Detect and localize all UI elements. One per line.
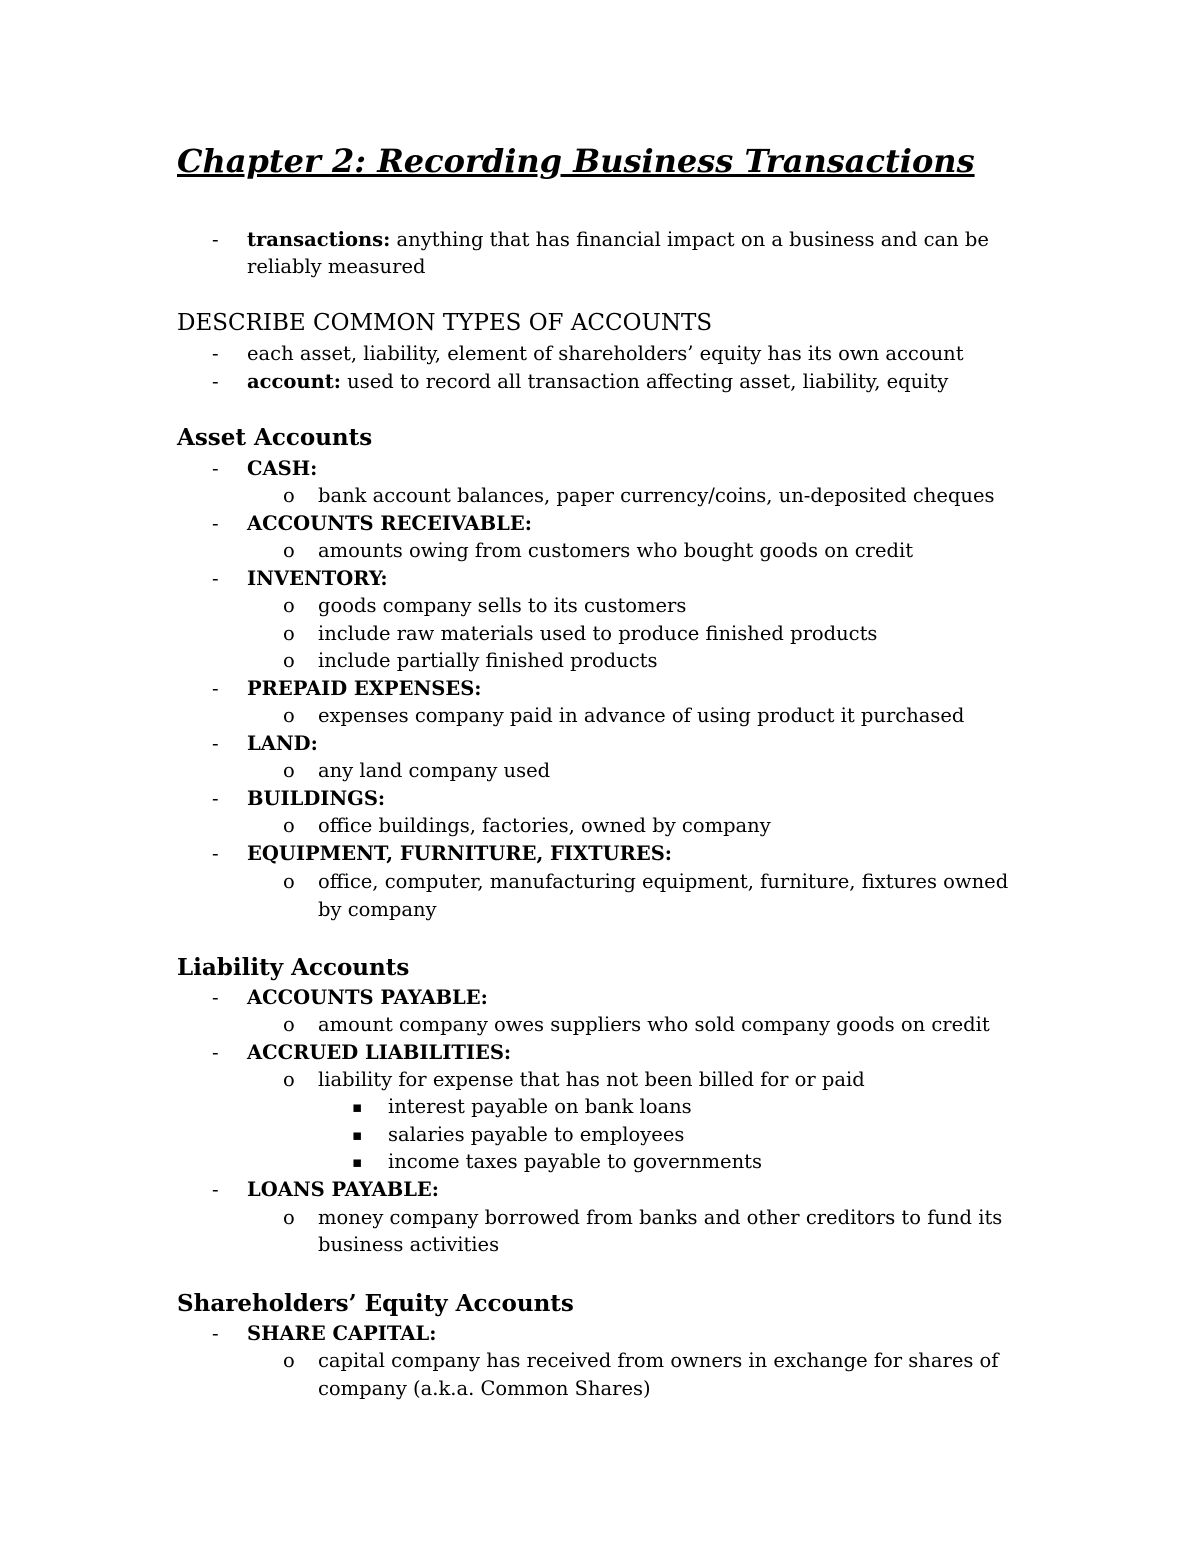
account-label-accrued-liabilities: ACCRUED LIABILITIES: <box>247 1041 512 1064</box>
dash-bullet: - <box>212 677 219 700</box>
circle-bullet: o <box>283 870 295 893</box>
list-item <box>247 226 989 254</box>
list-item: goods company sells to its customers <box>318 594 687 617</box>
list-item: money company borrowed from banks and other creditors to fund its <box>318 1206 1003 1229</box>
circle-bullet: o <box>283 1068 295 1091</box>
term-definition: used to record all transaction affecting asset, liability, equity <box>340 370 949 393</box>
list-item: liability for expense that has not been billed for or paid <box>318 1068 865 1091</box>
dash-bullet: - <box>212 732 219 755</box>
list-item: amounts owing from customers who bought goods on credit <box>318 539 914 562</box>
circle-bullet: o <box>283 622 295 645</box>
list-item: expenses company paid in advance of using product it purchased <box>318 704 965 727</box>
account-label-share-capital: SHARE CAPITAL: <box>247 1322 437 1345</box>
dash-bullet: - <box>212 1041 219 1064</box>
account-label-land: LAND: <box>247 732 318 755</box>
square-bullet: ▪ <box>352 1126 363 1144</box>
dash-bullet: - <box>212 1322 219 1345</box>
dash-bullet: - <box>212 1178 219 1201</box>
account-label-accounts-receivable: ACCOUNTS RECEIVABLE: <box>247 512 532 535</box>
square-bullet: ▪ <box>352 1098 363 1116</box>
list-item: each asset, liability, element of shareholders’ equity has its own account <box>247 342 964 365</box>
list-item: include raw materials used to produce finished products <box>318 622 878 645</box>
dash-bullet: - <box>212 986 219 1009</box>
section-heading-equity: Shareholders’ Equity Accounts <box>177 1290 574 1317</box>
section-heading-assets: Asset Accounts <box>177 424 373 451</box>
square-bullet: ▪ <box>352 1153 363 1171</box>
term-label: account: <box>247 370 341 393</box>
circle-bullet: o <box>283 704 295 727</box>
list-item: any land company used <box>318 759 551 782</box>
circle-bullet: o <box>283 814 295 837</box>
account-label-accounts-payable: ACCOUNTS PAYABLE: <box>247 986 488 1009</box>
account-label-equipment: EQUIPMENT, FURNITURE, FIXTURES: <box>247 842 672 865</box>
account-label-prepaid-expenses: PREPAID EXPENSES: <box>247 677 482 700</box>
list-item-continuation: company (a.k.a. Common Shares) <box>318 1377 651 1400</box>
circle-bullet: o <box>283 539 295 562</box>
circle-bullet: o <box>283 484 295 507</box>
circle-bullet: o <box>283 594 295 617</box>
dash-bullet: - <box>212 457 219 480</box>
term-definition: anything that has financial impact on a business and can be <box>390 228 989 251</box>
circle-bullet: o <box>283 649 295 672</box>
list-item: salaries payable to employees <box>388 1123 685 1146</box>
list-item: capital company has received from owners in exchange for shares of <box>318 1349 999 1372</box>
list-item: office, computer, manufacturing equipment, furniture, fixtures owned <box>318 870 1009 893</box>
list-item: amount company owes suppliers who sold company goods on credit <box>318 1013 990 1036</box>
dash-bullet: - <box>212 512 219 535</box>
account-label-loans-payable: LOANS PAYABLE: <box>247 1178 439 1201</box>
list-item: interest payable on bank loans <box>388 1095 692 1118</box>
list-item <box>247 368 948 396</box>
circle-bullet: o <box>283 1349 295 1372</box>
account-label-buildings: BUILDINGS: <box>247 787 386 810</box>
dash-bullet: - <box>212 842 219 865</box>
list-item-continuation: business activities <box>318 1233 500 1256</box>
account-label-cash: CASH: <box>247 457 318 480</box>
list-item: income taxes payable to governments <box>388 1150 762 1173</box>
circle-bullet: o <box>283 1206 295 1229</box>
page-title: Chapter 2: Recording Business Transactions <box>177 142 975 180</box>
list-item: office buildings, factories, owned by company <box>318 814 771 837</box>
account-label-inventory: INVENTORY: <box>247 567 388 590</box>
dash-bullet: - <box>212 228 219 251</box>
list-item: include partially finished products <box>318 649 658 672</box>
list-item-continuation: by company <box>318 898 437 921</box>
dash-bullet: - <box>212 787 219 810</box>
section-heading-describe: DESCRIBE COMMON TYPES OF ACCOUNTS <box>177 310 713 336</box>
circle-bullet: o <box>283 1013 295 1036</box>
list-item: bank account balances, paper currency/coins, un-deposited cheques <box>318 484 995 507</box>
circle-bullet: o <box>283 759 295 782</box>
dash-bullet: - <box>212 342 219 365</box>
term-label: transactions: <box>247 228 391 251</box>
section-heading-liabilities: Liability Accounts <box>177 954 410 981</box>
dash-bullet: - <box>212 370 219 393</box>
dash-bullet: - <box>212 567 219 590</box>
list-item-continuation: reliably measured <box>247 255 426 278</box>
